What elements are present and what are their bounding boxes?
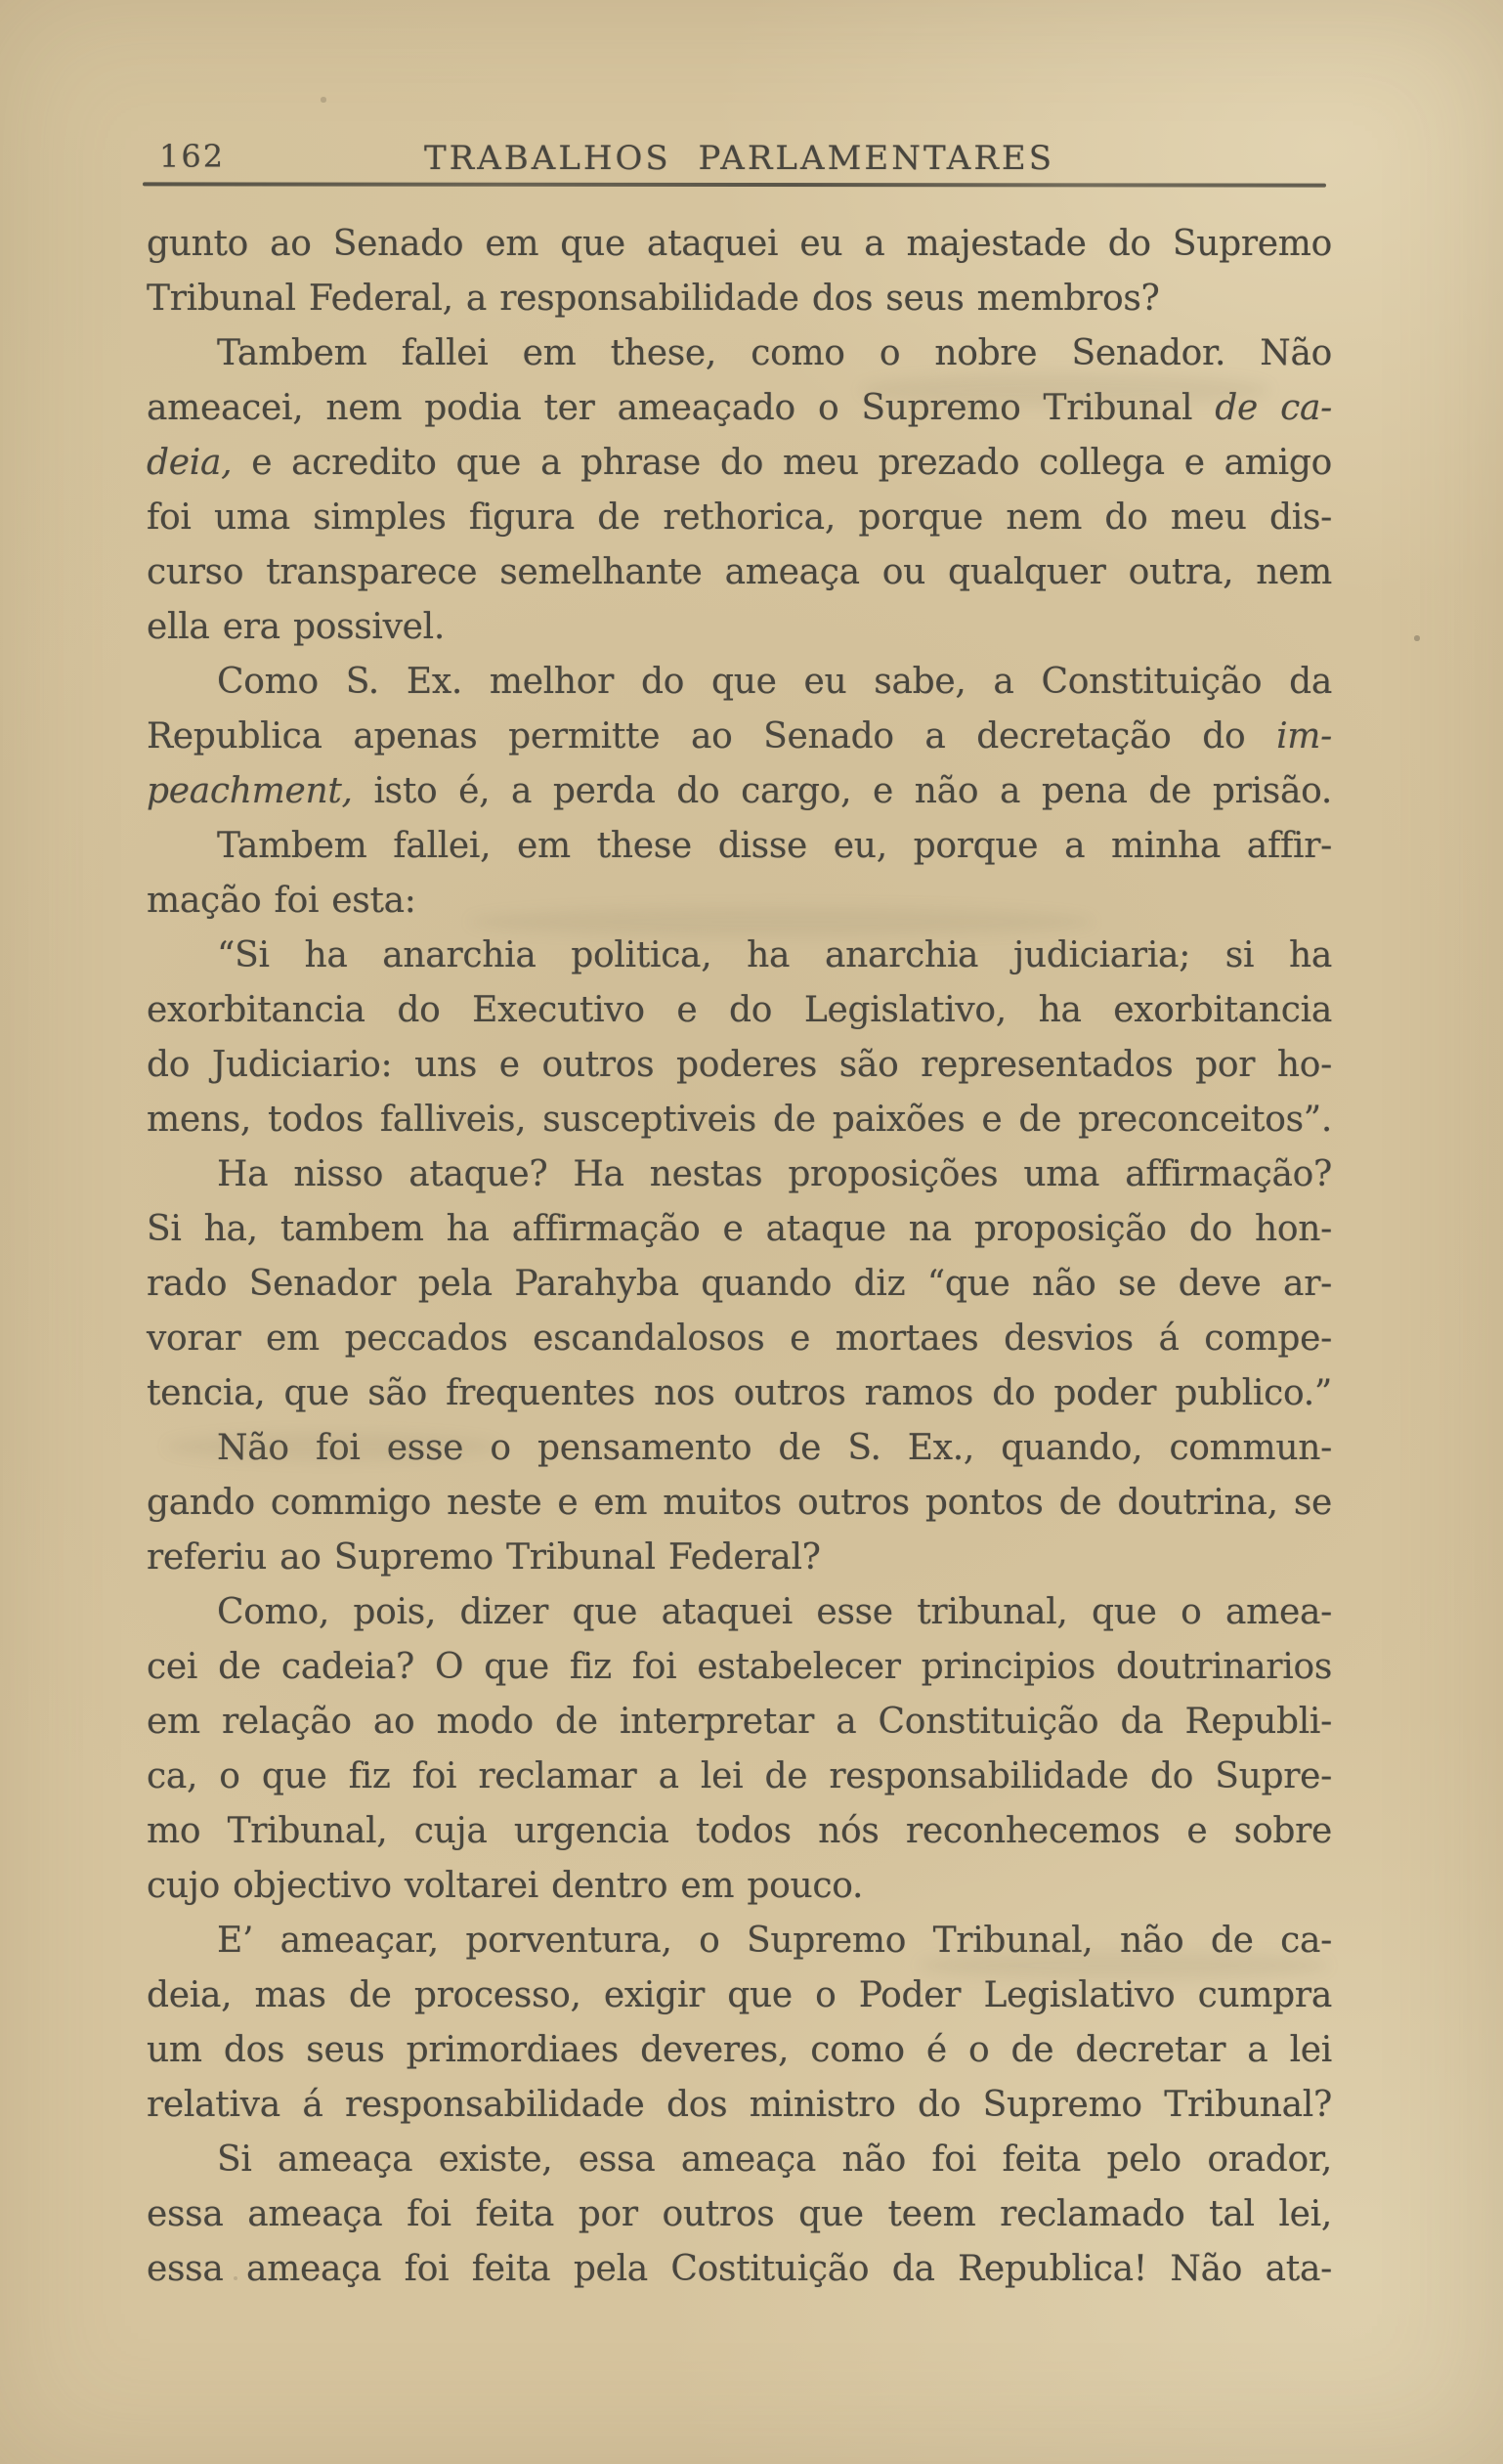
text-line: foi uma simples figura de rethorica, porque nem do meu dis- <box>147 497 1332 538</box>
text-line: exorbitancia do Executivo e do Legislativo, ha exorbitancia <box>147 990 1332 1030</box>
text-line: tencia, que são frequentes nos outros ramos do poder publico.” <box>147 1373 1332 1413</box>
text-line: cei de cadeia? O que fiz foi estabelecer principios doutrinarios <box>147 1647 1332 1687</box>
page-number: 162 <box>159 138 226 175</box>
text-line: um dos seus primordiaes deveres, como é o de decretar a lei <box>147 2030 1332 2070</box>
text-line: ameacei, nem podia ter ameaçado o Supremo Tribunal de ca- <box>147 388 1332 428</box>
text-line: gunto ao Senado em que ataquei eu a majestade do Supremo <box>147 224 1332 264</box>
text-line: Tambem fallei, em these disse eu, porque a minha affir- <box>217 826 1332 866</box>
text-line: mação foi esta: <box>147 881 416 921</box>
text-line: rado Senador pela Parahyba quando diz “que não se deve ar- <box>147 1264 1332 1304</box>
text-line: essa ameaça foi feita por outros que teem reclamado tal lei, <box>147 2194 1332 2234</box>
text-line: Republica apenas permitte ao Senado a decretação do im- <box>147 716 1332 756</box>
running-head-title: TRABALHOS PARLAMENTARES <box>423 139 1055 178</box>
text-line: E’ ameaçar, porventura, o Supremo Tribunal, não de ca- <box>217 1921 1332 1961</box>
text-line: em relação ao modo de interpretar a Constituição da Republi- <box>147 1702 1332 1742</box>
text-line: Tambem fallei em these, como o nobre Senador. Não <box>217 333 1332 373</box>
text-line: Como, pois, dizer que ataquei esse tribunal, que o amea- <box>217 1592 1332 1632</box>
paper-speckles <box>0 0 2 2</box>
text-line: do Judiciario: uns e outros poderes são representados por ho- <box>147 1045 1332 1085</box>
header-rule-divider <box>143 182 1326 187</box>
text-line: Como S. Ex. melhor do que eu sabe, a Constituição da <box>217 662 1332 702</box>
text-line: Ha nisso ataque? Ha nestas proposições uma affirmação? <box>217 1154 1332 1194</box>
text-line: ella era possivel. <box>147 607 446 647</box>
text-line: relativa á responsabilidade dos ministro do Supremo Tribunal? <box>147 2085 1332 2125</box>
text-line: “Si ha anarchia politica, ha anarchia judiciaria; si ha <box>217 935 1332 975</box>
text-block <box>147 217 1332 2297</box>
text-line: peachment, isto é, a perda do cargo, e não a pena de prisão. <box>147 771 1332 811</box>
text-line: mo Tribunal, cuja urgencia todos nós reconhecemos e sobre <box>147 1811 1332 1851</box>
text-line: Si ameaça existe, essa ameaça não foi feita pelo orador, <box>217 2140 1332 2180</box>
text-line: vorar em peccados escandalosos e mortaes desvios á compe- <box>147 1318 1332 1359</box>
text-line: deia, e acredito que a phrase do meu prezado collega e amigo <box>147 443 1332 483</box>
text-line: curso transparece semelhante ameaça ou qualquer outra, nem <box>147 552 1332 592</box>
text-line: referiu ao Supremo Tribunal Federal? <box>147 1537 821 1578</box>
text-line: mens, todos falliveis, susceptiveis de paixões e de preconceitos”. <box>147 1100 1332 1140</box>
text-line: Não foi esse o pensamento de S. Ex., quando, commun- <box>217 1428 1332 1468</box>
text-line: ca, o que fiz foi reclamar a lei de responsabilidade do Supre- <box>147 1756 1332 1796</box>
text-line: cujo objectivo voltarei dentro em pouco. <box>147 1866 864 1906</box>
text-line: Si ha, tambem ha affirmação e ataque na proposição do hon- <box>147 1209 1332 1249</box>
text-line: gando commigo neste e em muitos outros pontos de doutrina, se <box>147 1483 1332 1523</box>
text-line: Tribunal Federal, a responsabilidade dos seus membros? <box>147 279 1160 319</box>
text-line: essa ameaça foi feita pela Costituição da Republica! Não ata- <box>147 2249 1332 2289</box>
text-line: deia, mas de processo, exigir que o Poder Legislativo cumpra <box>147 1975 1332 2015</box>
